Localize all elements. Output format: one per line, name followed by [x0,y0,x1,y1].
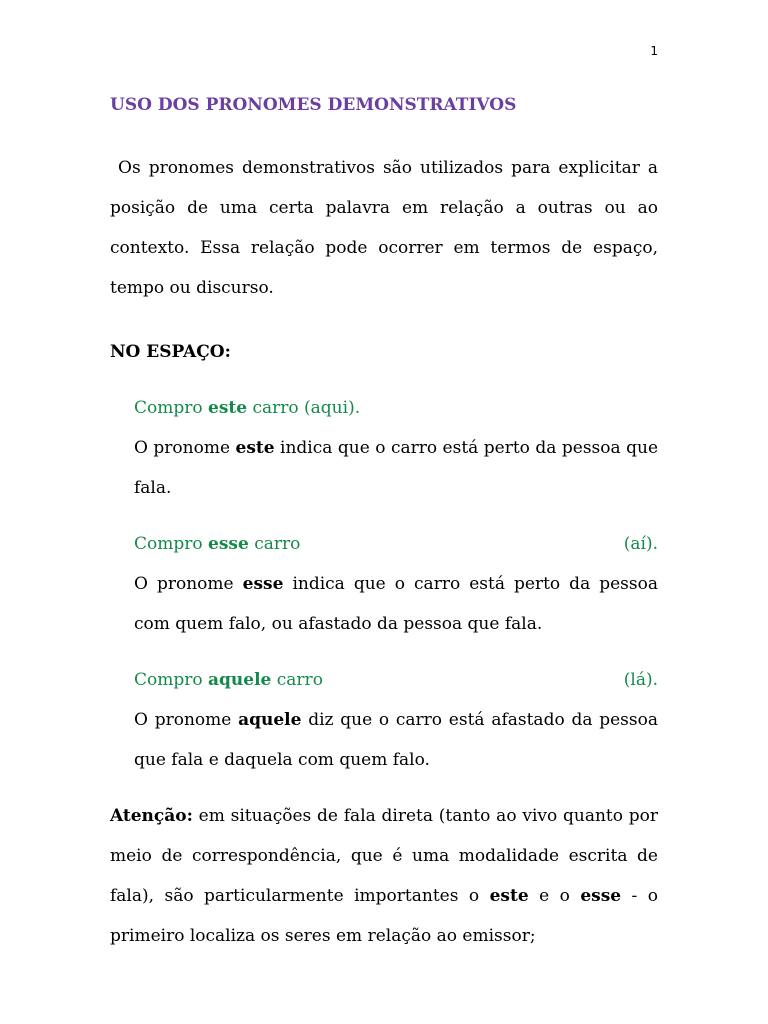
attention-text: em situações de fala direta (tanto ao vivo quanto por meio de correspondência, que é uma modalidade escrita de fala), são particularmente importantes o [110,806,658,906]
example-suffix: carro [271,670,323,690]
example-sentence [134,524,658,564]
intro-paragraph [110,148,658,308]
example-sentence-main [134,388,360,428]
example-explanation [134,428,658,508]
explain-prefix: O pronome [134,574,243,594]
document-title: USO DOS PRONOMES DEMONSTRATIVOS [110,95,517,115]
example-block-aquele [110,660,658,780]
example-place: (lá). [623,670,658,690]
explain-prefix: O pronome [134,710,239,730]
explain-suffix: indica que o carro está perto da pessoa com quem falo, ou afastado da pessoa que fala. [134,574,658,634]
example-block-este [110,388,658,508]
example-explanation [134,564,658,644]
explain-pronoun: esse [242,574,284,594]
example-pronoun: esse [208,534,249,554]
attention-pronoun-este: este [489,886,529,906]
example-sentence-main [134,524,300,564]
page-number: 1 [650,44,658,58]
example-suffix: carro [248,534,301,554]
example-sentence [134,660,658,700]
example-sentence-main [134,660,323,700]
attention-text: - o primeiro localiza os seres em relação ao emissor; [110,886,658,946]
section-heading: NO ESPAÇO: [110,342,231,362]
example-prefix: Compro [134,398,209,418]
intro-text: Os pronomes demonstrativos são utilizados para explicitar a posição de uma certa palavra em relação a outras ou ao contexto. Essa relação pode ocorrer em termos de espaço, tempo ou discurso. [110,158,658,298]
example-pronoun: este [208,398,248,418]
example-prefix: Compro [134,670,209,690]
attention-text: e o [528,886,581,906]
example-pronoun: aquele [208,670,272,690]
explain-pronoun: este [235,438,275,458]
explain-prefix: O pronome [134,438,236,458]
attention-paragraph [110,796,658,956]
example-prefix: Compro [134,534,209,554]
document-body [110,92,658,956]
explain-suffix: indica que o carro está perto da pessoa que fala. [134,438,658,498]
example-sentence [134,388,658,428]
explain-pronoun: aquele [238,710,302,730]
explain-suffix: diz que o carro está afastado da pessoa que fala e daquela com quem falo. [134,710,658,770]
example-explanation [134,700,658,780]
example-block-esse [110,524,658,644]
attention-label: Atenção: [110,806,193,826]
attention-pronoun-esse: esse [580,886,622,906]
example-suffix: carro (aqui). [247,398,361,418]
example-place: (aí). [623,534,658,554]
